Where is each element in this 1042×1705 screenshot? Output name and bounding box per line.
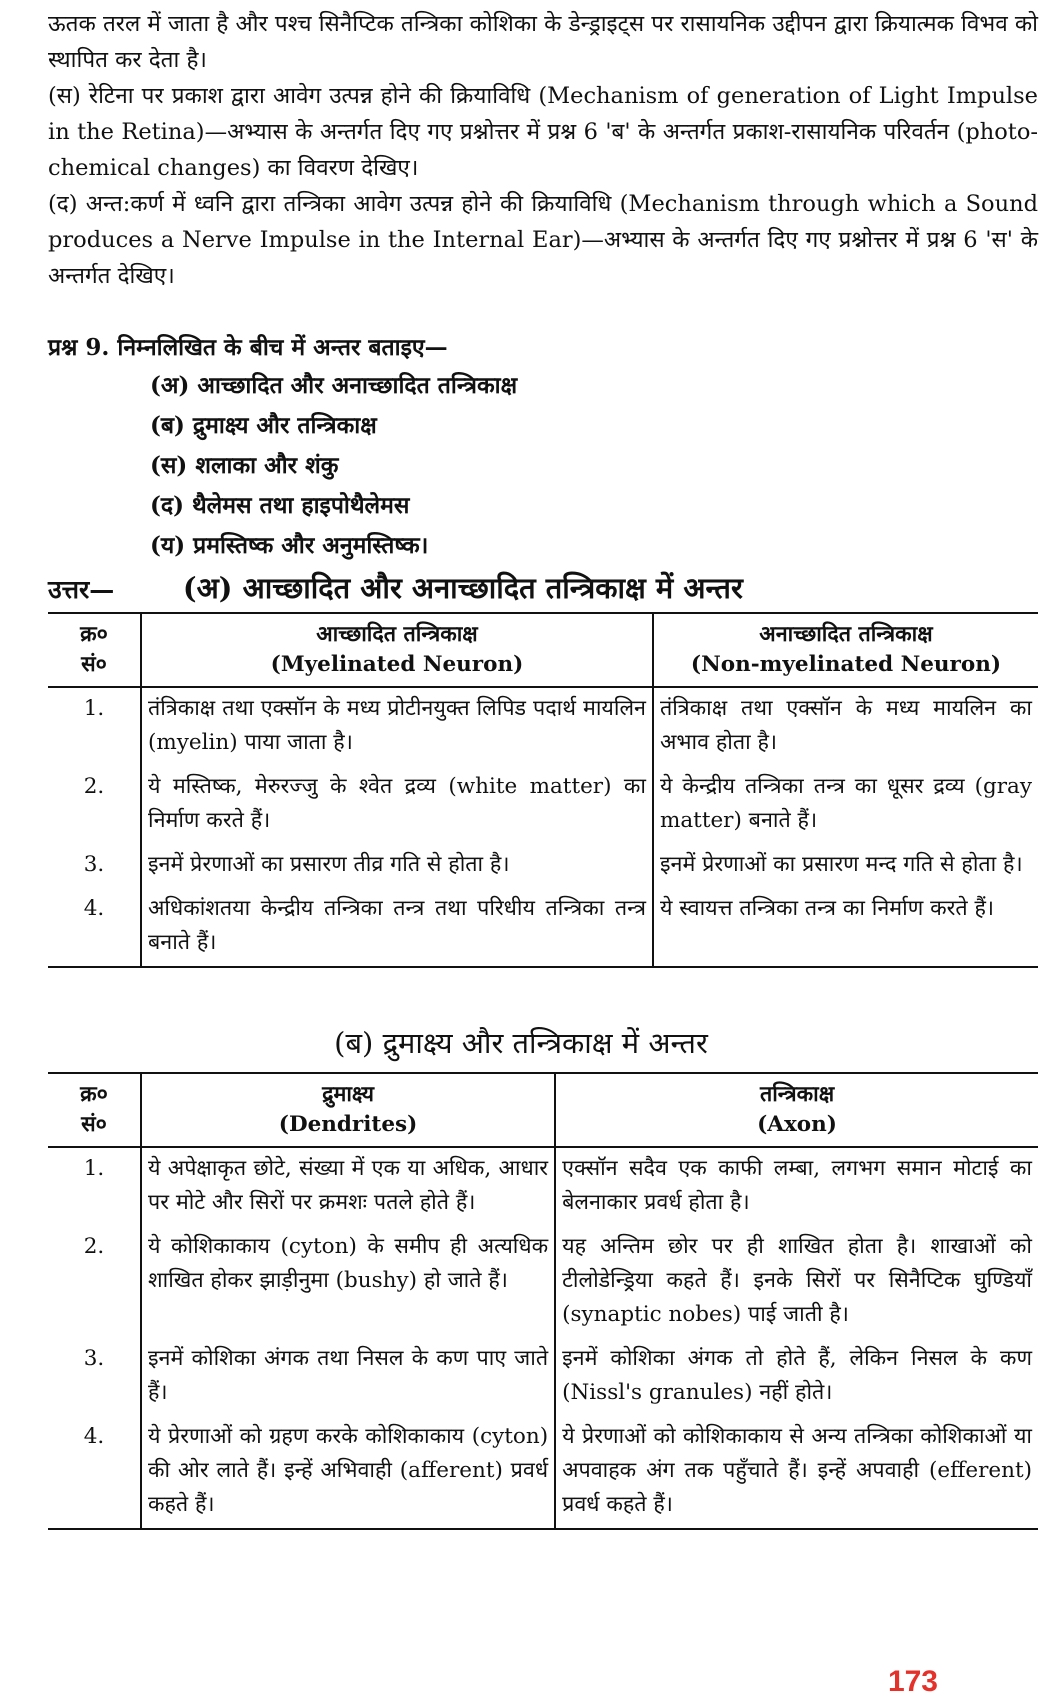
row-number: 1. [83, 696, 105, 721]
table-2-title: (ब) द्रुमाक्ष्य और तन्त्रिकाक्ष में अन्तर [334, 1026, 708, 1060]
table-row [48, 1416, 1038, 1529]
paragraph-retina-mechanism: (स) रेटिना पर प्रकाश द्वारा आवेग उत्पन्न होने की क्रियाविधि (Mechanism of generation of Light Impulse in the Retina)—अभ्यास के अन्तर्गत दिए गए प्रश्नोत्तर में प्रश्न 6 'ब' के अन्तर्गत प्रकाश-रासायनिक परिवर्तन (photo-chemical changes) का विवरण देखिए। [48, 83, 1038, 181]
row-number: 4. [48, 1416, 141, 1529]
row-number: 2. [83, 774, 105, 799]
cell-dendrites: ये कोशिकाकाय (cyton) के समीप ही अत्यधिक शाखित होकर झाड़ीनुमा (bushy) हो जाते हैं। [141, 1226, 555, 1338]
cell-non-myelinated: ये केन्द्रीय तन्त्रिका तन्त्र का धूसर द्रव्य (gray matter) बनाते हैं। [653, 766, 1038, 844]
cell-axon: ये प्रेरणाओं को कोशिकाकाय से अन्य तन्त्रिका कोशिकाओं या अपवाहक अंग तक पहुँचाते हैं। इन्हें अपवाही (efferent) प्रवर्ध कहते हैं। [555, 1416, 1038, 1529]
answer-label: उत्तर— [48, 575, 115, 604]
table-row [48, 1338, 1038, 1416]
table-row [48, 888, 1038, 967]
comparison-table-myelinated [48, 612, 1038, 968]
table-1-title: (अ) आच्छादित और अनाच्छादित तन्त्रिकाक्ष में अन्तर [182, 571, 743, 605]
cell-myelinated: अधिकांशतया केन्द्रीय तन्त्रिका तन्त्र तथा परिधीय तन्त्रिका तन्त्र बनाते हैं। [141, 888, 653, 967]
cell-axon: यह अन्तिम छोर पर ही शाखित होता है। शाखाओं को टीलोडेन्ड्रिया कहते हैं। इनके सिरों पर सिनैप्टिक घुण्डियाँ (synaptic nobes) पाई जाती है। [555, 1226, 1038, 1338]
question-item-b: (ब) द्रुमाक्ष्य और तन्त्रिकाक्ष [150, 412, 377, 439]
cell-axon: एक्सॉन सदैव एक काफी लम्बा, लगभग समान मोटाई का बेलनाकार प्रवर्ध होता है। [555, 1147, 1038, 1226]
cell-myelinated: तंत्रिकाक्ष तथा एक्सॉन के मध्य प्रोटीनयुक्त लिपिड पदार्थ मायलिन (myelin) पाया जाता है। [141, 687, 653, 766]
table-row [48, 844, 1038, 888]
myelinated-header: आच्छादित तन्त्रिकाक्ष (Myelinated Neuron) [141, 613, 653, 687]
serial-header: क्र० सं० [48, 613, 141, 687]
question-item-s: (स) शलाका और शंकु [150, 452, 339, 479]
serial-header: क्र० सं० [48, 1073, 141, 1147]
table-row [48, 1147, 1038, 1226]
paragraph-continuation: ऊतक तरल में जाता है और पश्च सिनैप्टिक तन्त्रिका कोशिका के डेन्ड्राइट्स पर रासायनिक उद्दीपन द्वारा क्रियात्मक विभव को स्थापित कर देता है। [48, 11, 1038, 73]
table-header-row [48, 1073, 1038, 1147]
page-number: 173 [887, 1665, 938, 1698]
dendrites-header: द्रुमाक्ष्य (Dendrites) [141, 1073, 555, 1147]
row-number: 3. [83, 1346, 105, 1371]
cell-dendrites: ये प्रेरणाओं को ग्रहण करके कोशिकाकाय (cyton) की ओर लाते हैं। इन्हें अभिवाही (afferent) प्रवर्ध कहते हैं। [141, 1416, 555, 1529]
table-row [48, 766, 1038, 844]
non-myelinated-header: अनाच्छादित तन्त्रिकाक्ष (Non-myelinated Neuron) [653, 613, 1038, 687]
row-number: 1. [83, 1156, 105, 1181]
paragraph-ear-mechanism: (द) अन्त:कर्ण में ध्वनि द्वारा तन्त्रिका आवेग उत्पन्न होने की क्रियाविधि (Mechanism through which a Sound produces a Nerve Impulse in the Internal Ear)—अभ्यास के अन्तर्गत दिए गए प्रश्नोत्तर में प्रश्न 6 'स' के अन्तर्गत देखिए। [48, 191, 1038, 289]
comparison-table-dendrite-axon [48, 1072, 1038, 1530]
cell-myelinated: इनमें प्रेरणाओं का प्रसारण तीव्र गति से होता है। [141, 844, 653, 888]
table-row [48, 1226, 1038, 1338]
row-number: 3. [83, 852, 105, 877]
cell-axon: इनमें कोशिका अंगक तो होते हैं, लेकिन निसल के कण (Nissl's granules) नहीं होते। [555, 1338, 1038, 1416]
row-number: 4. [48, 888, 141, 967]
row-number: 2. [83, 1234, 105, 1259]
cell-dendrites: ये अपेक्षाकृत छोटे, संख्या में एक या अधिक, आधार पर मोटे और सिरों पर क्रमशः पतले होते हैं। [141, 1147, 555, 1226]
question-item-y: (य) प्रमस्तिष्क और अनुमस्तिष्क। [150, 532, 429, 559]
question-items [150, 366, 517, 566]
cell-non-myelinated: तंत्रिकाक्ष तथा एक्सॉन के मध्य मायलिन का अभाव होता है। [653, 687, 1038, 766]
table-header-row [48, 613, 1038, 687]
question-item-a: (अ) आच्छादित और अनाच्छादित तन्त्रिकाक्ष [150, 372, 518, 399]
question-9-heading: प्रश्न 9. निम्नलिखित के बीच में अन्तर बताइए— [48, 334, 448, 361]
answer-heading [48, 568, 743, 607]
table-row [48, 687, 1038, 766]
cell-non-myelinated: इनमें प्रेरणाओं का प्रसारण मन्द गति से होता है। [653, 844, 1038, 888]
axon-header: तन्त्रिकाक्ष (Axon) [555, 1073, 1038, 1147]
question-item-d: (द) थैलेमस तथा हाइपोथैलेमस [150, 492, 410, 519]
cell-dendrites: इनमें कोशिका अंगक तथा निसल के कण पाए जाते हैं। [141, 1338, 555, 1416]
cell-myelinated: ये मस्तिष्क, मेरुरज्जु के श्वेत द्रव्य (white matter) का निर्माण करते हैं। [141, 766, 653, 844]
intro-text [48, 6, 1038, 294]
cell-non-myelinated: ये स्वायत्त तन्त्रिका तन्त्र का निर्माण करते हैं। [653, 888, 1038, 967]
